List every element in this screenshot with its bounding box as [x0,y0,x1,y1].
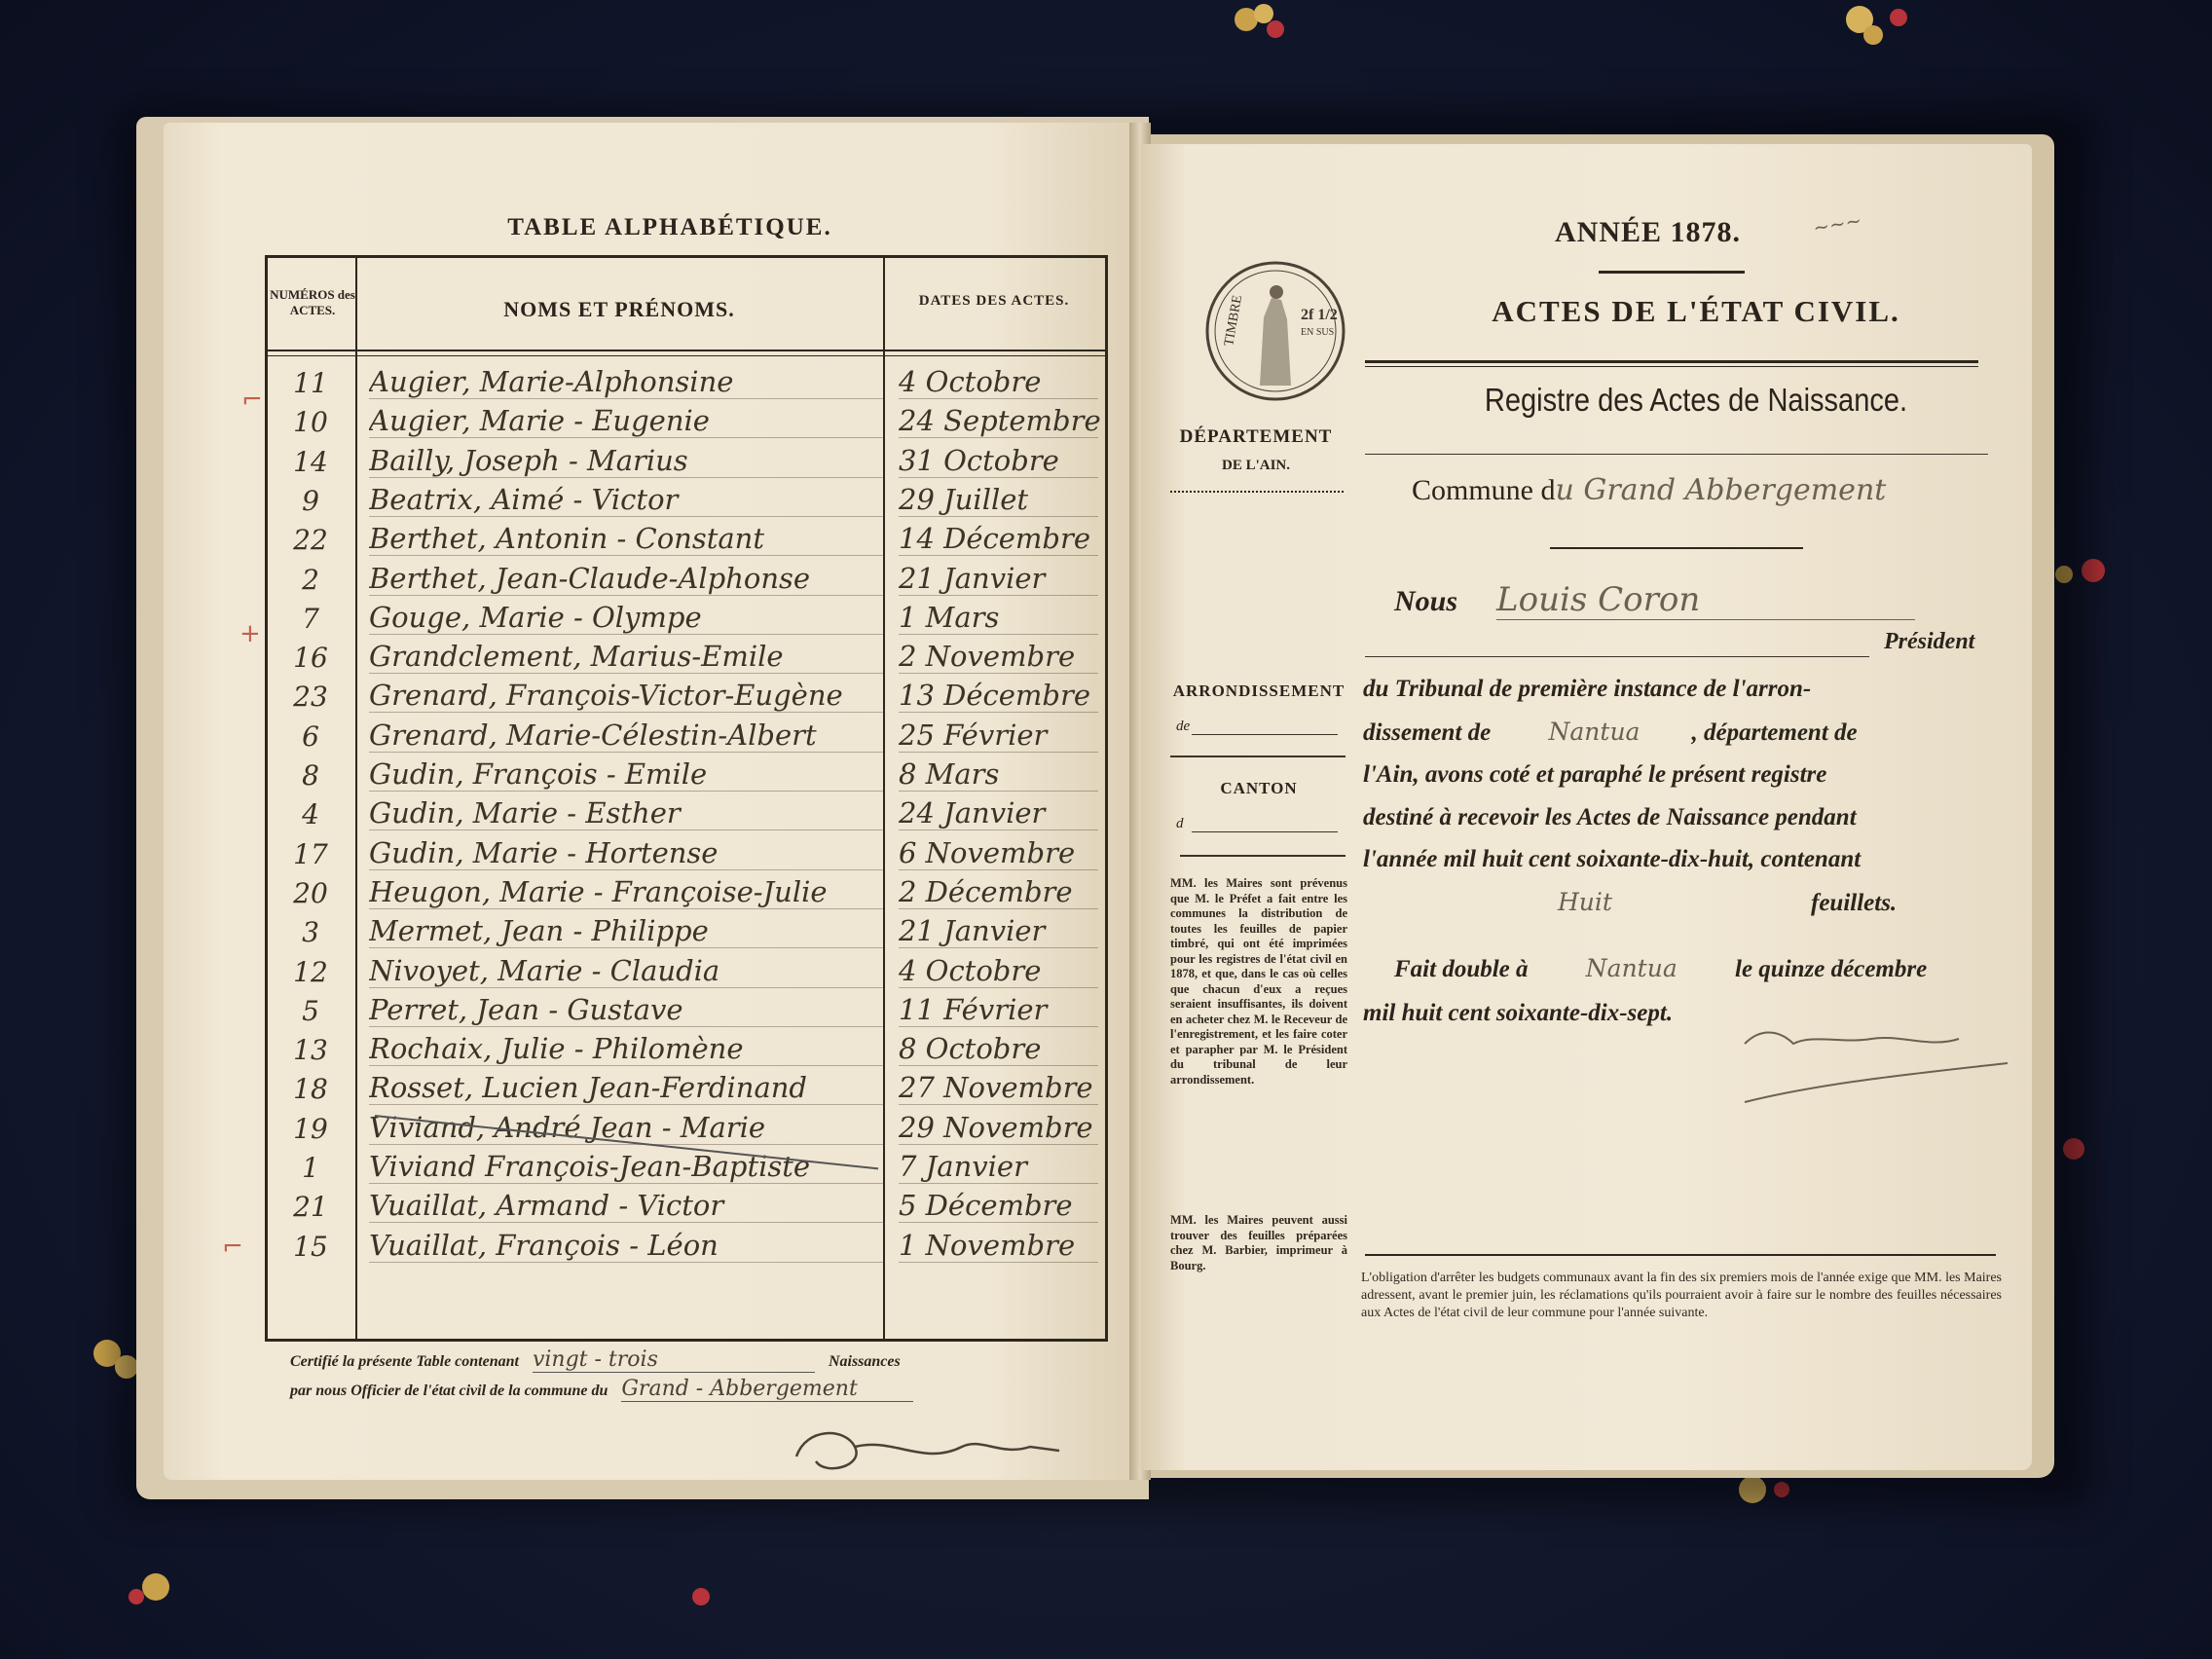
cert-prefix: Certifié la présente Table contenant [290,1353,519,1370]
header-dates: DATES DES ACTES. [918,293,1070,309]
handwritten-note: ~~~ [1811,207,1863,240]
table-row [268,993,1105,1031]
person-name: Grenard, Marie-Célestin-Albert [369,719,885,753]
signature [787,1418,1069,1486]
footnote-rule [1365,1254,1996,1256]
act-date: 7 Janvier [899,1150,1098,1184]
act-number: 14 [293,445,328,478]
commune-hand: u Grand Abbergement [1555,473,1887,507]
table-row [268,914,1105,952]
header-rule [268,355,1105,356]
ornament-rule [1365,366,1978,367]
act-date: 29 Novembre [899,1111,1098,1145]
text-line: l'année mil huit cent soixante-dix-huit, contenant [1363,846,1862,872]
person-name: Gudin, Marie - Esther [369,796,885,830]
rule [1170,756,1346,757]
person-name: Viviand, André Jean - Marie [369,1111,885,1145]
margin-mark: ⌐ [222,1233,243,1262]
act-number: 8 [302,759,319,792]
act-number: 10 [293,406,328,439]
table-row [268,875,1105,913]
act-number: 7 [302,602,319,635]
person-name: Augier, Marie-Alphonsine [369,365,885,399]
tax-stamp [1203,259,1347,403]
table-row [268,1229,1105,1267]
notice-papier-timbre: MM. les Maires sont prévenus que M. le Préfet a fait entre les communes la distribution de toutes les feuilles de papier timbré, qui ont été imprimées pour les registres de l'état civil en 1878, et que, dans le cas où celles que chacun d'eux a reçues seraient insuffisantes, ils doivent en acheter chez M. le Receveur de l'enregistrement, et les faire coter et parapher par M. le Président du tribunal de leur arrondissement. [1170,876,1347,1087]
table-row [268,365,1105,403]
person-name: Vuaillat, François - Léon [369,1229,885,1263]
alphabetical-table [265,255,1108,1342]
header-numeros: NUMÉROS des ACTES. [270,287,355,317]
page-title: TABLE ALPHABÉTIQUE. [507,214,832,240]
table-row [268,1032,1105,1070]
act-date: 1 Mars [899,601,1098,635]
act-date: 2 Décembre [899,875,1098,909]
commune-label: Commune d [1412,474,1556,506]
text-span: Fait double à [1394,956,1529,982]
act-date: 5 Décembre [899,1189,1098,1223]
president-label: Président [1884,629,1975,654]
left-page [164,123,1137,1480]
person-name: Berthet, Antonin - Constant [369,522,885,556]
cert-count: vingt - trois [533,1347,815,1373]
canton-label: CANTON [1220,779,1298,797]
header-rule [268,350,1105,351]
margin-mark: + [240,619,261,648]
table-row [268,404,1105,442]
rule [1365,454,1988,455]
table-row [268,1189,1105,1227]
act-date: 24 Janvier [899,796,1098,830]
fill-line [1192,734,1338,735]
person-name: Heugon, Marie - Françoise-Julie [369,875,885,909]
act-date: 29 Juillet [899,483,1098,517]
actes-heading: ACTES DE L'ÉTAT CIVIL. [1492,294,1900,328]
arrondissement-label: ARRONDISSEMENT [1172,682,1346,700]
text-line [1363,711,2006,755]
person-name: Rosset, Lucien Jean-Ferdinand [369,1071,885,1105]
person-name: Augier, Marie - Eugenie [369,404,885,438]
text-line [1363,946,2006,991]
act-number: 18 [293,1073,328,1106]
cert-line2: par nous Officier de l'état civil de la commune du [290,1382,608,1399]
rule [1365,656,1869,657]
signature [1725,1014,2017,1122]
person-name: Mermet, Jean - Philippe [369,914,885,948]
ornament-rule [1599,271,1745,274]
text-span: feuillets. [1811,889,1898,916]
act-number: 6 [302,719,319,753]
flower-pattern [662,1577,750,1645]
act-date: 6 Novembre [899,836,1098,870]
ornament-rule [1550,547,1803,549]
act-number: 23 [293,681,328,714]
table-row [268,796,1105,834]
act-number: 9 [302,484,319,517]
act-number: 16 [293,642,328,675]
act-date: 21 Janvier [899,914,1098,948]
act-date: 4 Octobre [899,365,1098,399]
text-line [1363,881,2006,925]
table-row [268,444,1105,482]
table-row [268,483,1105,521]
text-line: mil huit cent soixante-dix-sept. [1363,1000,1674,1026]
act-number: 4 [302,798,319,831]
act-date: 8 Mars [899,757,1098,792]
act-number: 22 [293,524,328,557]
text-span: le quinze décembre [1735,956,1928,982]
stamp-timbre: TIMBRE [1222,294,1246,348]
act-number: 19 [293,1112,328,1145]
table-row [268,1071,1105,1109]
person-name: Rochaix, Julie - Philomène [369,1032,885,1066]
departement-sub: DE L'AIN. [1221,458,1290,473]
rule [1180,855,1346,857]
person-name: Berthet, Jean-Claude-Alphonse [369,562,885,596]
nous-label: Nous [1394,585,1458,617]
act-number: 2 [302,563,319,596]
text-span: dissement de [1363,719,1492,746]
text-line: du Tribunal de première instance de l'arron- [1363,676,1812,702]
certification [290,1347,1098,1402]
act-number: 12 [293,955,328,988]
table-row [268,954,1105,992]
person-name: Beatrix, Aimé - Victor [369,483,885,517]
register-title: Registre des Actes de Naissance. [1484,382,1908,418]
act-date: 11 Février [899,993,1098,1027]
act-number: 5 [302,994,319,1027]
header-noms: NOMS ET PRÉNOMS. [503,297,735,321]
table-row [268,640,1105,678]
fait-place-hand: Nantua [1585,954,1677,982]
fill-line [1192,831,1338,832]
table-row [268,836,1105,874]
stamp-sub: EN SUS [1301,327,1335,338]
person-name: Grenard, François-Victor-Eugène [369,679,885,713]
margin-mark: ⌐ [241,386,263,415]
table-row [268,601,1105,639]
right-page [1141,144,2032,1470]
year-heading: ANNÉE 1878. [1555,216,1742,248]
nous-hand: Louis Coron [1496,580,1915,620]
person-name: Gouge, Marie - Olympe [369,601,885,635]
person-name: Viviand François-Jean-Baptiste [369,1150,885,1184]
arrondissement-hand: Nantua [1548,717,1641,746]
person-name: Grandclement, Marius-Emile [369,640,885,674]
de-label: de [1176,719,1191,734]
table-row [268,1150,1105,1188]
flower-pattern [1830,0,1918,68]
cert-suffix: Naissances [828,1353,901,1370]
act-date: 1 Novembre [899,1229,1098,1263]
act-number: 13 [293,1034,328,1067]
person-name: Perret, Jean - Gustave [369,993,885,1027]
ornament-rule [1365,360,1978,363]
text-span: , département de [1691,719,1858,746]
commune-line [1412,473,1886,507]
act-date: 14 Décembre [899,522,1098,556]
wavy-rule [1170,485,1344,493]
act-date: 27 Novembre [899,1071,1098,1105]
table-row [268,719,1105,756]
table-row [268,522,1105,560]
stamp-value: 2f 1/2 [1301,307,1338,323]
departement-label: DÉPARTEMENT [1179,426,1333,447]
act-number: 11 [293,367,328,399]
table-row [268,679,1105,717]
flower-pattern [117,1558,204,1626]
act-date: 31 Octobre [899,444,1098,478]
act-number: 15 [293,1230,328,1263]
nous-line [1394,580,1915,620]
flower-pattern [1217,0,1305,68]
register-text [1363,668,2006,924]
notice-barbier: MM. les Maires peuvent aussi trouver des feuilles préparées chez M. Barbier, imprimeur à Bourg. [1170,1213,1347,1272]
text-line: destiné à recevoir les Actes de Naissance pendant [1363,803,1857,830]
footnote-budgets: L'obligation d'arrêter les budgets communaux avant la fin des six premiers mois de l'année exige que MM. les Maires adressent, avant le premier juin, les réclamations qu'ils pourraient avoir à faire sur le nombre des feuilles nécessaires aux Actes de l'état civil de leur commune pour l'année suivante. [1361,1271,2002,1320]
act-date: 21 Janvier [899,562,1098,596]
person-name: Bailly, Joseph - Marius [369,444,885,478]
table-row [268,757,1105,795]
table-row [268,562,1105,600]
act-number: 17 [293,837,328,870]
act-date: 24 Septembre [899,404,1101,438]
person-name: Gudin, Marie - Hortense [369,836,885,870]
act-date: 8 Octobre [899,1032,1098,1066]
cert-commune: Grand - Abbergement [621,1377,913,1402]
text-line: l'Ain, avons coté et paraphé le présent registre [1363,761,1827,788]
act-date: 13 Décembre [899,679,1098,713]
act-number: 21 [293,1191,328,1224]
feuillets-count-hand: Huit [1558,887,1612,916]
person-name: Vuaillat, Armand - Victor [369,1189,885,1223]
act-date: 2 Novembre [899,640,1098,674]
act-date: 25 Février [899,719,1098,753]
person-name: Nivoyet, Marie - Claudia [369,954,885,988]
act-number: 1 [302,1152,319,1184]
act-number: 3 [302,916,319,949]
act-number: 20 [293,876,328,909]
d-label: d [1176,816,1184,831]
person-name: Gudin, François - Emile [369,757,885,792]
act-date: 4 Octobre [899,954,1098,988]
